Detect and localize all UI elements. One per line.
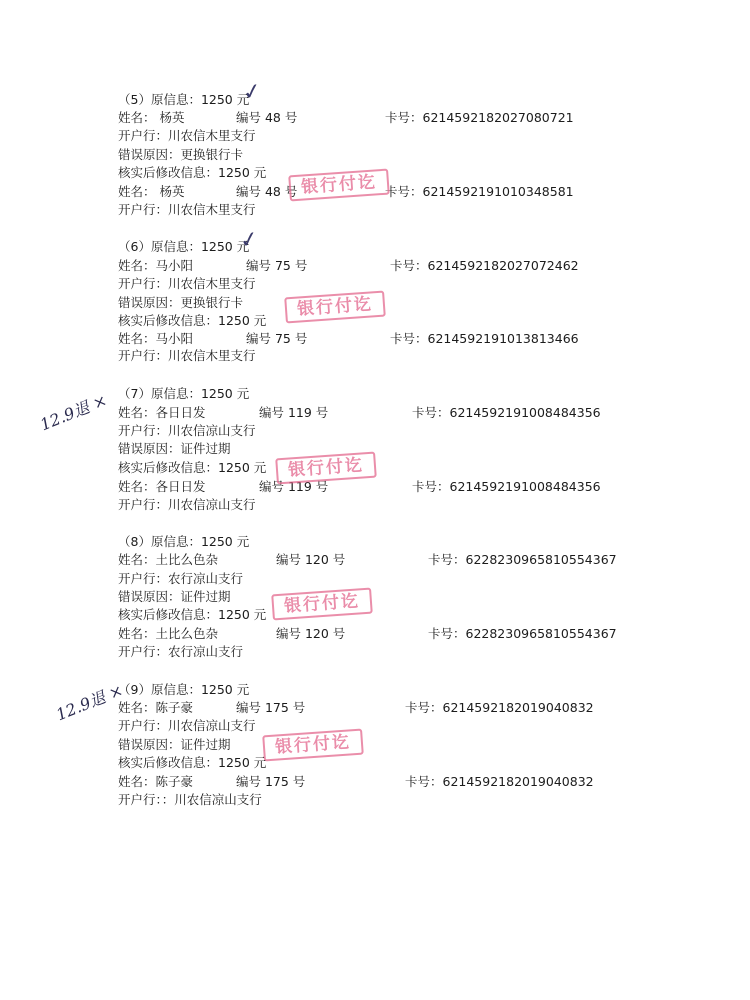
bank-paid-stamp: 银行付讫 xyxy=(262,729,364,762)
bank-paid-stamp: 银行付讫 xyxy=(284,291,386,324)
entry-header: （7）原信息：1250 元 xyxy=(118,386,250,401)
original-bank: 开户行：川农信凉山支行 xyxy=(118,423,256,438)
corrected-info: 核实后修改信息：1250 元 xyxy=(118,313,267,328)
corrected-info: 核实后修改信息：1250 元 xyxy=(118,755,267,770)
original-bank: 开户行：农行凉山支行 xyxy=(118,571,244,586)
corrected-card: 卡号：6228230965810554367 xyxy=(428,626,617,641)
check-mark-icon: ✓ xyxy=(237,226,261,255)
error-reason: 错误原因：证件过期 xyxy=(118,441,231,456)
corrected-bank: 开户行：川农信木里支行 xyxy=(118,348,256,363)
corrected-card: 卡号：6214592182019040832 xyxy=(405,774,594,789)
corrected-card: 卡号：6214592191008484356 xyxy=(412,479,601,494)
corrected-name: 姓名：土比么色杂 xyxy=(118,626,219,641)
corrected-card: 卡号：6214592191010348581 xyxy=(385,184,574,199)
entry-header: （5）原信息：1250 元 xyxy=(118,92,250,107)
original-bank: 开户行：川农信木里支行 xyxy=(118,128,256,143)
corrected-id: 编号 119 号 xyxy=(259,479,329,494)
corrected-id: 编号 75 号 xyxy=(246,331,308,346)
corrected-id: 编号 120 号 xyxy=(276,626,346,641)
corrected-id: 编号 48 号 xyxy=(236,184,298,199)
original-card: 卡号：6214592182019040832 xyxy=(405,700,594,715)
corrected-name: 姓名：各日日发 xyxy=(118,479,206,494)
corrected-info: 核实后修改信息：1250 元 xyxy=(118,460,267,475)
handwritten-return-note: 12.9退 × xyxy=(53,680,126,725)
original-id: 编号 175 号 xyxy=(236,700,306,715)
corrected-info: 核实后修改信息：1250 元 xyxy=(118,165,267,180)
original-name: 姓名：陈子豪 xyxy=(118,700,194,715)
original-name: 姓名：马小阳 xyxy=(118,258,194,273)
corrected-name: 姓名： 杨英 xyxy=(118,184,185,199)
entry-header: （9）原信息：1250 元 xyxy=(118,682,250,697)
handwritten-return-note: 12.9退 × xyxy=(37,390,110,435)
original-card: 卡号：6214592191008484356 xyxy=(412,405,601,420)
original-id: 编号 75 号 xyxy=(246,258,308,273)
corrected-bank: 开户行：川农信木里支行 xyxy=(118,202,256,217)
bank-paid-stamp: 银行付讫 xyxy=(271,588,373,621)
original-id: 编号 48 号 xyxy=(236,110,298,125)
corrected-bank: 开户行：：川农信凉山支行 xyxy=(118,792,262,807)
bank-paid-stamp: 银行付讫 xyxy=(275,452,377,485)
corrected-name: 姓名：陈子豪 xyxy=(118,774,194,789)
original-card: 卡号：6214592182027080721 xyxy=(385,110,574,125)
bank-paid-stamp: 银行付讫 xyxy=(288,169,390,202)
original-bank: 开户行：川农信木里支行 xyxy=(118,276,256,291)
corrected-bank: 开户行：川农信凉山支行 xyxy=(118,497,256,512)
corrected-name: 姓名：马小阳 xyxy=(118,331,194,346)
original-name: 姓名：土比么色杂 xyxy=(118,552,219,567)
original-bank: 开户行：川农信凉山支行 xyxy=(118,718,256,733)
error-reason: 错误原因：证件过期 xyxy=(118,589,231,604)
corrected-bank: 开户行：农行凉山支行 xyxy=(118,644,244,659)
original-card: 卡号：6214592182027072462 xyxy=(390,258,579,273)
entry-header: （8）原信息：1250 元 xyxy=(118,534,250,549)
original-id: 编号 119 号 xyxy=(259,405,329,420)
error-reason: 错误原因：证件过期 xyxy=(118,737,231,752)
corrected-id: 编号 175 号 xyxy=(236,774,306,789)
error-reason: 错误原因：更换银行卡 xyxy=(118,295,244,310)
original-name: 姓名：各日日发 xyxy=(118,405,206,420)
original-id: 编号 120 号 xyxy=(276,552,346,567)
original-name: 姓名： 杨英 xyxy=(118,110,185,125)
error-reason: 错误原因：更换银行卡 xyxy=(118,147,244,162)
entry-header: （6）原信息：1250 元 xyxy=(118,239,250,254)
corrected-card: 卡号：6214592191013813466 xyxy=(390,331,579,346)
original-card: 卡号：6228230965810554367 xyxy=(428,552,617,567)
corrected-info: 核实后修改信息：1250 元 xyxy=(118,607,267,622)
check-mark-icon: ✓ xyxy=(240,78,264,107)
